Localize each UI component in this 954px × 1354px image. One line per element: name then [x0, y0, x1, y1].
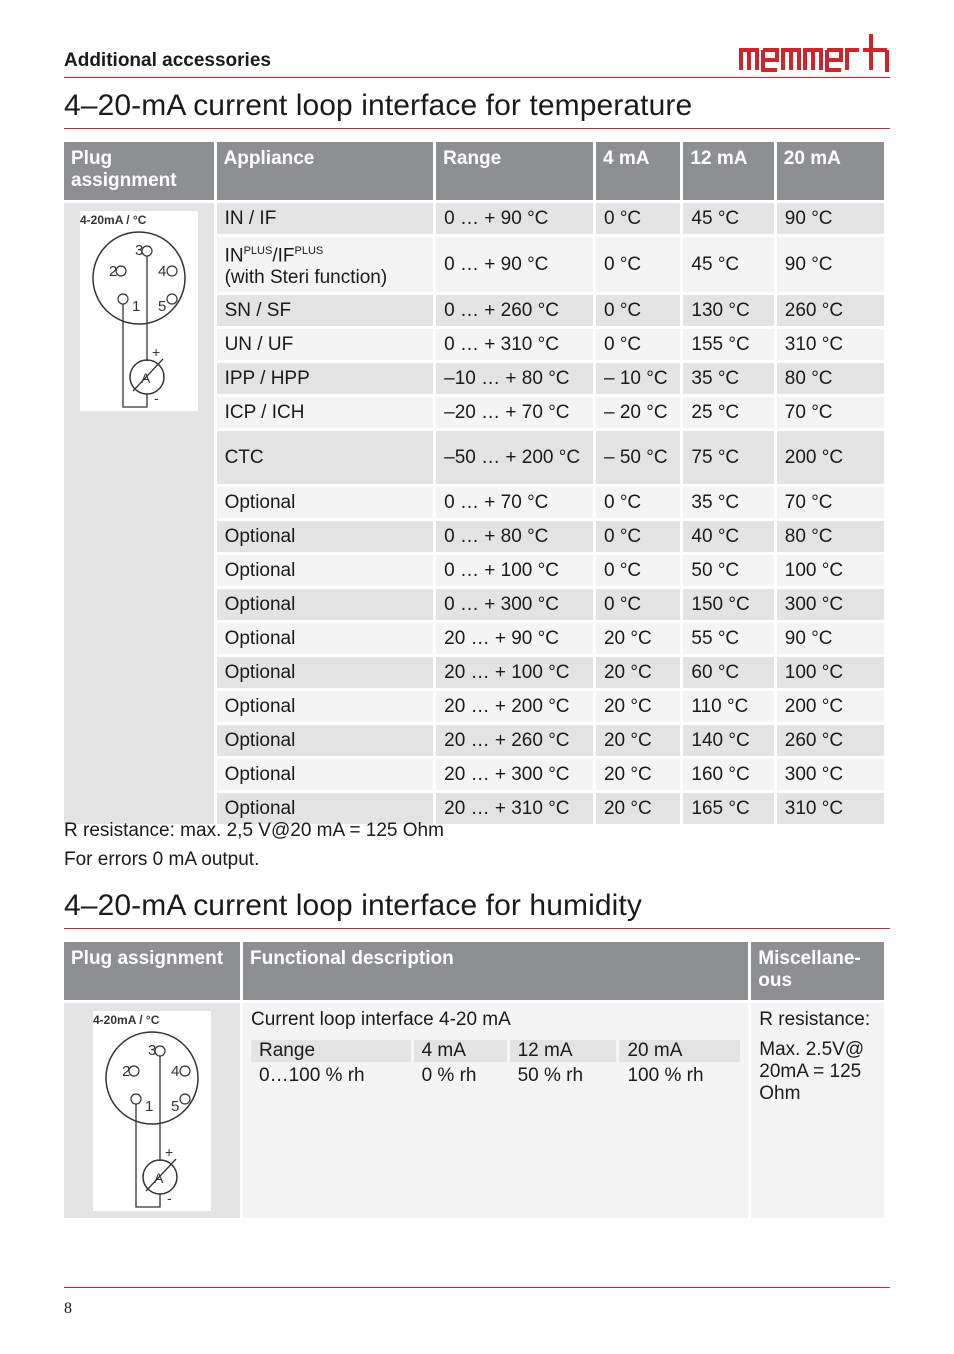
- col-misc: Miscellane- ous: [751, 942, 884, 1000]
- cell-4ma: 20 °C: [603, 627, 652, 649]
- cell-appliance: Optional: [224, 661, 296, 683]
- cell-appliance: Optional: [224, 491, 296, 513]
- cell-range: 20 … + 100 °C: [444, 661, 570, 683]
- col-appliance: Appliance: [217, 142, 434, 200]
- cell-appliance: SN / SF: [224, 299, 292, 321]
- cell-20ma: 200 °C: [784, 695, 844, 717]
- misc-cell: [751, 1003, 884, 1218]
- cell-4ma: 0 °C: [603, 207, 642, 229]
- plug-label: 4-20mA / °C: [79, 213, 147, 227]
- col-plug: Plug assignment: [64, 942, 240, 1000]
- plug-label: 4-20mA / °C: [93, 1013, 160, 1027]
- humidity-title-rule: [64, 928, 890, 929]
- cell-12ma: 150 °C: [691, 593, 750, 615]
- cell-appliance: ICP / ICH: [224, 401, 305, 423]
- cell-appliance: UN / UF: [224, 333, 294, 355]
- cell-12ma: 110 °C: [691, 695, 749, 717]
- cell-range: 0 … + 80 °C: [444, 525, 549, 547]
- cell-12ma: 55 °C: [691, 627, 740, 649]
- cell-range: 0 … + 300 °C: [444, 593, 559, 615]
- plug-assignment-cell: [64, 1003, 240, 1218]
- cell-range: 0 … + 260 °C: [444, 299, 559, 321]
- plus-sign: +: [151, 344, 160, 360]
- cell-range: 0 … + 100 °C: [444, 559, 559, 581]
- cell-range: –20 … + 70 °C: [444, 401, 570, 423]
- cell-4ma: 0 °C: [603, 299, 642, 321]
- cell-20ma: 260 °C: [784, 299, 844, 321]
- cell-20ma: 310 °C: [784, 797, 844, 819]
- footer-rule: [64, 1287, 890, 1288]
- inner-header-range: Range: [251, 1040, 411, 1062]
- pin-3-label: 3: [148, 1042, 157, 1059]
- inner-header-20ma: 20 mA: [619, 1040, 740, 1062]
- cell-12ma: 45 °C: [691, 207, 740, 229]
- cell-appliance: IPP / HPP: [224, 367, 310, 389]
- cell-4ma: 20 °C: [603, 763, 652, 785]
- cell-appliance: Optional: [224, 593, 296, 615]
- cell-12ma: 130 °C: [691, 299, 750, 321]
- pin-4-label: 4: [171, 1063, 180, 1080]
- table-row: [251, 1040, 740, 1062]
- cell-4ma: – 10 °C: [603, 367, 668, 389]
- table-row: [64, 203, 884, 234]
- cell-12ma: 50 °C: [691, 559, 740, 581]
- cell-20ma: 90 °C: [784, 253, 833, 275]
- cell-appliance: IN / IF: [224, 207, 277, 229]
- plug-diagram-icon: [93, 1011, 211, 1211]
- humidity-values-table: [248, 1037, 743, 1090]
- cell-range: –10 … + 80 °C: [444, 367, 570, 389]
- cell-20ma: 90 °C: [784, 207, 833, 229]
- page-number: 8: [64, 1300, 72, 1317]
- cell-20ma: 300 °C: [784, 763, 844, 785]
- cell-4ma: 0 °C: [603, 559, 642, 581]
- cell-appliance: Optional: [224, 695, 296, 717]
- cell-range: 0 … + 70 °C: [444, 491, 549, 513]
- cell-range: 0 … + 310 °C: [444, 333, 559, 355]
- cell-range: 20 … + 200 °C: [444, 695, 570, 717]
- temperature-title-rule: [64, 128, 890, 129]
- cell-appliance: Optional: [224, 797, 296, 819]
- cell-4ma: 0 °C: [603, 491, 642, 513]
- cell-12ma: 140 °C: [691, 729, 750, 751]
- cell-20ma: 80 °C: [784, 367, 833, 389]
- cell-appliance: $IN^{PLUS}/IF^{PLUS}$ (with Steri function): [224, 244, 388, 289]
- cell-range: –50 … + 200 °C: [444, 446, 581, 468]
- cell-range: 20 … + 260 °C: [444, 729, 570, 751]
- col-20ma: 20 mA: [777, 142, 884, 200]
- pin-4-label: 4: [157, 263, 167, 280]
- memmert-logo: [738, 30, 890, 74]
- cell-12ma: 35 °C: [691, 367, 740, 389]
- table-row: [251, 1065, 740, 1087]
- cell-appliance: Optional: [224, 559, 296, 581]
- col-plug: Plug assignment: [64, 142, 214, 200]
- error-note: For errors 0 mA output.: [64, 849, 260, 870]
- description-cell: [243, 1003, 748, 1218]
- cell-appliance: CTC: [224, 446, 264, 468]
- cell-4ma: 20 °C: [603, 695, 652, 717]
- cell-4ma: 20 °C: [603, 661, 652, 683]
- cell-12ma: 40 °C: [691, 525, 740, 547]
- cell-4ma: – 50 °C: [603, 446, 668, 468]
- cell-range: 0 … + 90 °C: [444, 207, 549, 229]
- cell-range: 20 … + 300 °C: [444, 763, 570, 785]
- cell-20ma: 100 °C: [784, 661, 844, 683]
- misc-line-1: R resistance:: [759, 1009, 871, 1030]
- cell-4ma: 20 °C: [603, 797, 652, 819]
- col-range: Range: [436, 142, 593, 200]
- cell-range: 20 … + 310 °C: [444, 797, 570, 819]
- pin-3-label: 3: [134, 242, 144, 259]
- description-text: Current loop interface 4-20 mA: [251, 1009, 511, 1030]
- col-12ma: 12 mA: [683, 142, 773, 200]
- meter-letter: A: [140, 370, 151, 386]
- cell-range: 0 … + 90 °C: [444, 253, 549, 275]
- col-4ma: 4 mA: [596, 142, 680, 200]
- cell-20ma: 100 °C: [784, 559, 844, 581]
- pin-1-label: 1: [145, 1098, 154, 1115]
- humidity-title: 4–20-mA current loop interface for humidity: [64, 889, 642, 922]
- plug-assignment-cell: [64, 203, 214, 824]
- cell-20ma: 200 °C: [784, 446, 844, 468]
- cell-12ma: 155 °C: [691, 333, 750, 355]
- cell-4ma: 0 °C: [603, 253, 642, 275]
- misc-line-2: Max. 2.5V@ 20mA = 125 Ohm: [759, 1039, 865, 1104]
- humidity-table: [61, 939, 887, 1221]
- header-rule: [64, 77, 890, 78]
- plug-diagram-icon: [80, 211, 198, 411]
- cell-range: 20 … + 90 °C: [444, 627, 559, 649]
- inner-header-4ma: 4 mA: [414, 1040, 507, 1062]
- pin-5-label: 5: [171, 1098, 180, 1115]
- cell-appliance: Optional: [224, 729, 296, 751]
- inner-header-12ma: 12 mA: [510, 1040, 617, 1062]
- cell-appliance: Optional: [224, 627, 296, 649]
- cell-4ma: 0 °C: [603, 333, 642, 355]
- cell-12ma: 60 °C: [691, 661, 740, 683]
- cell-20ma: 80 °C: [784, 525, 833, 547]
- inner-value-4ma: 0 % rh: [414, 1065, 507, 1087]
- inner-value-range: 0…100 % rh: [251, 1065, 411, 1087]
- pin-2-label: 2: [108, 263, 118, 280]
- cell-4ma: 0 °C: [603, 525, 642, 547]
- cell-4ma: – 20 °C: [603, 401, 668, 423]
- cell-20ma: 260 °C: [784, 729, 844, 751]
- pin-1-label: 1: [131, 298, 141, 315]
- cell-4ma: 0 °C: [603, 593, 642, 615]
- cell-12ma: 25 °C: [691, 401, 740, 423]
- cell-appliance: Optional: [224, 525, 296, 547]
- meter-letter: A: [154, 1170, 164, 1186]
- minus-sign: -: [153, 390, 159, 406]
- pin-5-label: 5: [157, 298, 167, 315]
- cell-20ma: 300 °C: [784, 593, 844, 615]
- resistance-note: R resistance: max. 2,5 V@20 mA = 125 Ohm: [64, 820, 444, 841]
- plus-sign: +: [165, 1144, 174, 1160]
- cell-20ma: 70 °C: [784, 491, 833, 513]
- cell-20ma: 90 °C: [784, 627, 833, 649]
- pin-2-label: 2: [122, 1063, 131, 1080]
- cell-12ma: 165 °C: [691, 797, 750, 819]
- cell-12ma: 35 °C: [691, 491, 740, 513]
- temperature-table: [61, 139, 887, 827]
- cell-20ma: 70 °C: [784, 401, 833, 423]
- cell-12ma: 45 °C: [691, 253, 740, 275]
- temperature-title: 4–20-mA current loop interface for temperature: [64, 89, 693, 122]
- minus-sign: -: [167, 1190, 172, 1206]
- cell-20ma: 310 °C: [784, 333, 844, 355]
- cell-4ma: 20 °C: [603, 729, 652, 751]
- col-description: Functional description: [243, 942, 748, 1000]
- cell-12ma: 75 °C: [691, 446, 740, 468]
- cell-appliance: Optional: [224, 763, 296, 785]
- section-header: Additional accessories: [64, 50, 271, 71]
- inner-value-20ma: 100 % rh: [619, 1065, 740, 1087]
- cell-12ma: 160 °C: [691, 763, 750, 785]
- inner-value-12ma: 50 % rh: [510, 1065, 617, 1087]
